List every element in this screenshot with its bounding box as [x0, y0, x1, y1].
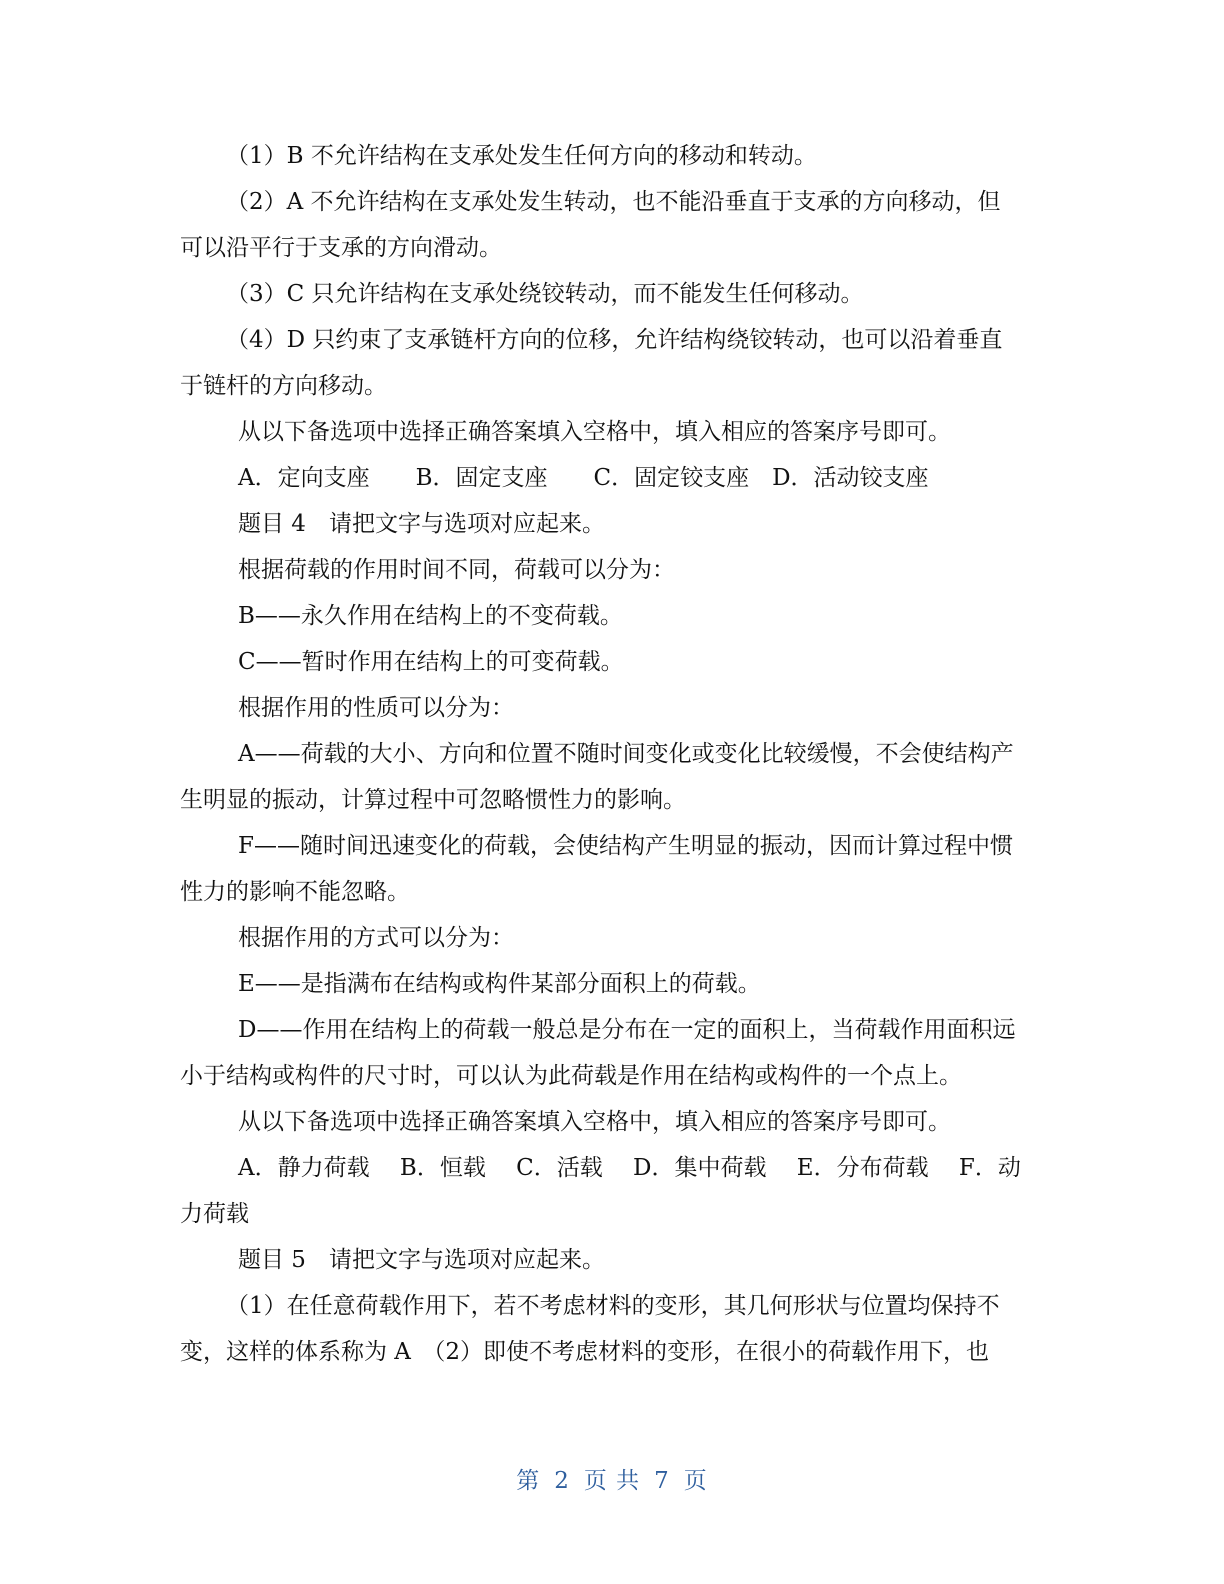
footer-total-pages: 7: [654, 1468, 670, 1494]
text-line: 小于结构或构件的尺寸时，可以认为此荷载是作用在结构或构件的一个点上。: [180, 1063, 962, 1089]
question-title: 题目 5 请把文字与选项对应起来。: [238, 1247, 605, 1273]
text-line: （4）D 只约束了支承链杆方向的位移，允许结构绕铰转动，也可以沿着垂直: [226, 327, 1003, 353]
text-line: 根据作用的性质可以分为：: [238, 695, 514, 721]
text-line: 从以下备选项中选择正确答案填入空格中，填入相应的答案序号即可。: [238, 419, 951, 445]
question-title: 题目 4 请把文字与选项对应起来。: [238, 511, 605, 537]
document-body: [180, 133, 1036, 1375]
text-line: 根据荷载的作用时间不同，荷载可以分为：: [238, 557, 675, 583]
text-line: （1）在任意荷载作用下，若不考虑材料的变形，其几何形状与位置均保持不: [226, 1293, 1000, 1319]
options-line: A．静力荷载 B．恒载 C．活载 D．集中荷载 E．分布荷载 F．动: [238, 1155, 1021, 1181]
text-line: 性力的影响不能忽略。: [180, 879, 410, 905]
text-line: A——荷载的大小、方向和位置不随时间变化或变化比较缓慢，不会使结构产: [238, 741, 1014, 767]
text-line: （2）A 不允许结构在支承处发生转动，也不能沿垂直于支承的方向移动，但: [226, 189, 1001, 215]
text-line: 变，这样的体系称为 A （2）即使不考虑材料的变形，在很小的荷载作用下，也: [180, 1339, 990, 1365]
text-line: B——永久作用在结构上的不变荷载。: [238, 603, 623, 629]
text-line: 从以下备选项中选择正确答案填入空格中，填入相应的答案序号即可。: [238, 1109, 951, 1135]
footer-suffix: 页: [683, 1468, 708, 1494]
footer-prefix: 第: [516, 1468, 541, 1494]
text-line: 可以沿平行于支承的方向滑动。: [180, 235, 502, 261]
text-line: F——随时间迅速变化的荷载，会使结构产生明显的振动，因而计算过程中惯: [238, 833, 1013, 859]
text-line: （3）C 只允许结构在支承处绕铰转动，而不能发生任何移动。: [226, 281, 864, 307]
page-footer: [0, 1462, 1224, 1495]
footer-mid: 页 共: [583, 1468, 641, 1494]
text-line: 根据作用的方式可以分为：: [238, 925, 514, 951]
footer-page-number: 2: [554, 1468, 570, 1494]
text-line: C——暂时作用在结构上的可变荷载。: [238, 649, 624, 675]
text-line: 于链杆的方向移动。: [180, 373, 387, 399]
text-line: 生明显的振动，计算过程中可忽略惯性力的影响。: [180, 787, 686, 813]
options-line: 力荷载: [180, 1201, 249, 1227]
text-line: E——是指满布在结构或构件某部分面积上的荷载。: [238, 971, 761, 997]
text-line: （1）B 不允许结构在支承处发生任何方向的移动和转动。: [226, 143, 817, 169]
text-line: D——作用在结构上的荷载一般总是分布在一定的面积上，当荷载作用面积远: [238, 1017, 1016, 1043]
options-line: A．定向支座 B．固定支座 C．固定铰支座 D．活动铰支座: [238, 465, 929, 491]
